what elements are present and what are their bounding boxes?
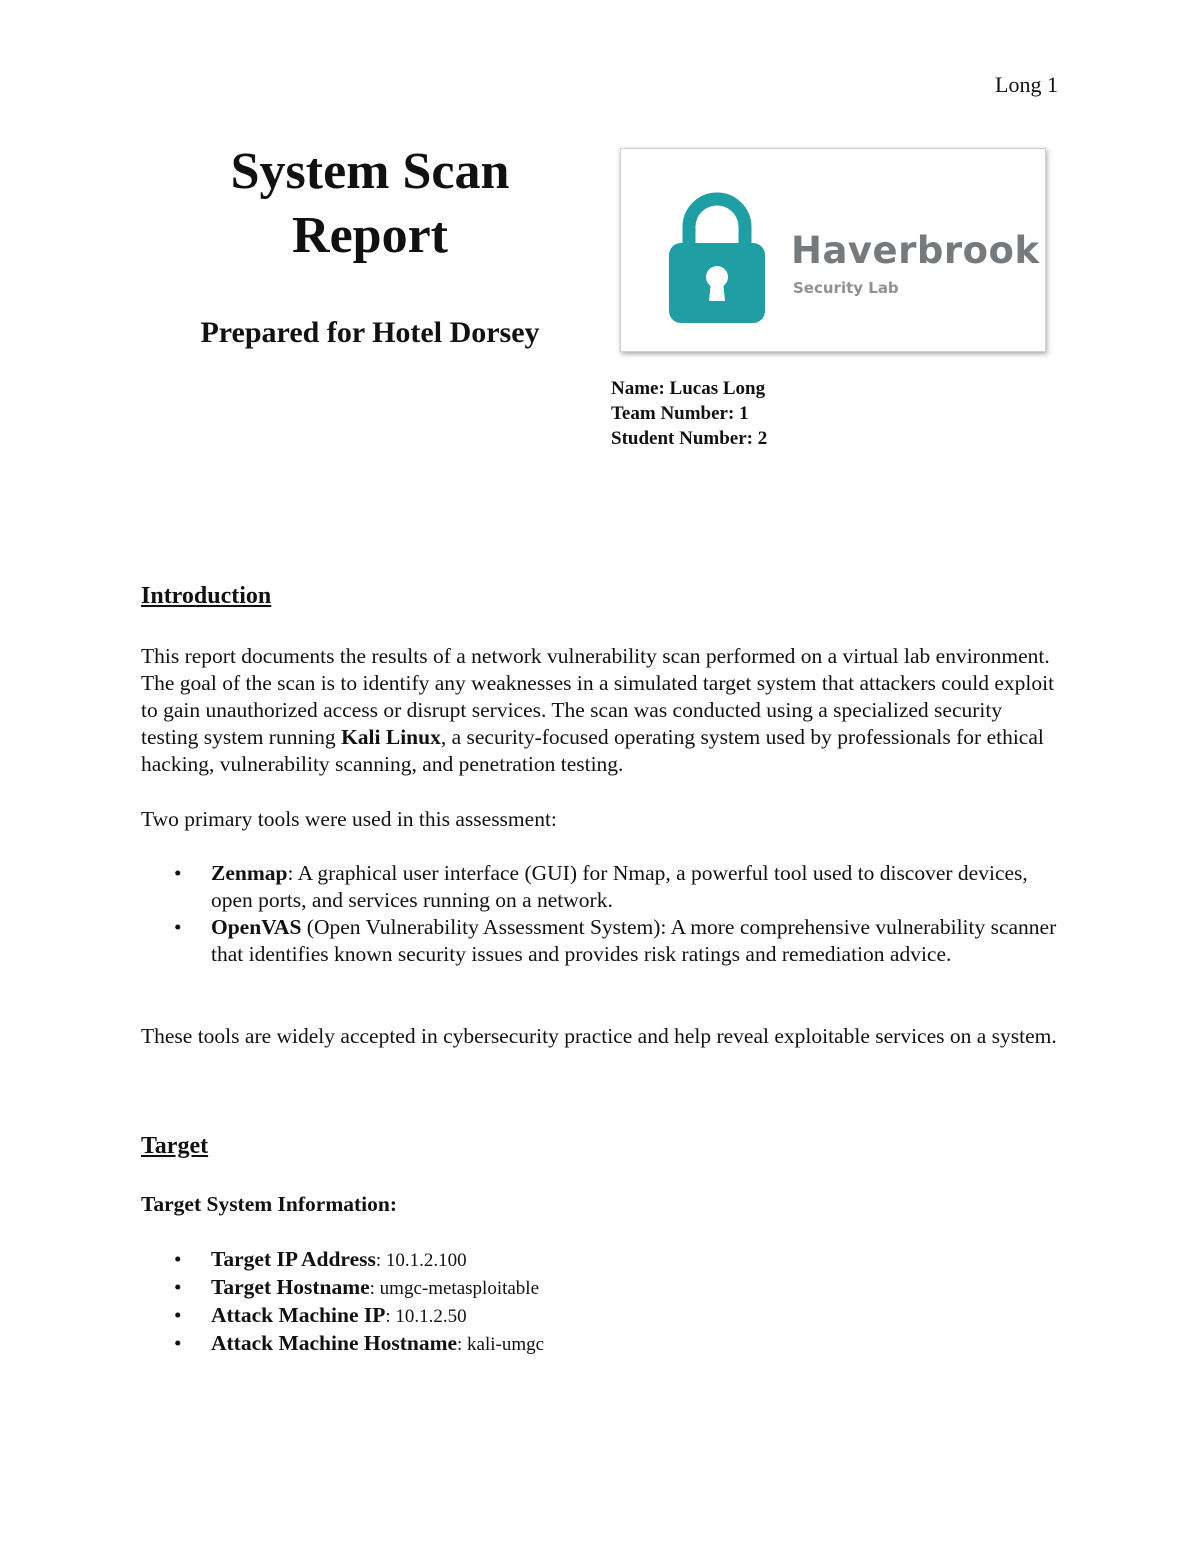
author-info	[611, 376, 767, 451]
list-item	[141, 1246, 1061, 1274]
padlock-icon	[667, 189, 767, 323]
list-item	[141, 1302, 1061, 1330]
tool-description: (Open Vulnerability Assessment System): A more comprehensive vulnerability scanner that identifies known security issues and provides risk ratings and remediation advice.	[211, 915, 1057, 966]
intro-paragraph-text: This report documents the results of a network vulnerability scan performed on a virtual lab environment. The goal of the scan is to identify any weaknesses in a simulated target system that attackers could exploit to gain unauthorized access or disrupt services. The scan was conducted using a specialized security testing system running	[141, 644, 1055, 749]
target-value: : kali-umgc	[457, 1334, 545, 1355]
tool-name: OpenVAS	[211, 915, 302, 939]
title-block	[140, 140, 600, 350]
tool-description: : A graphical user interface (GUI) for Nmap, a powerful tool used to discover devices, open ports, and services running on a network.	[211, 861, 1028, 912]
target-list	[141, 1246, 1061, 1358]
list-item	[141, 914, 1061, 968]
logo-name: Haverbrook	[791, 229, 1040, 272]
target-heading: Target	[141, 1133, 209, 1159]
report-title-line1: System Scan	[230, 143, 510, 200]
target-value: : 10.1.2.100	[375, 1250, 467, 1271]
tools-intro: Two primary tools were used in this assessment:	[141, 807, 557, 831]
target-value: : umgc-metasploitable	[369, 1278, 540, 1299]
introduction-heading: Introduction	[141, 583, 272, 609]
tools-summary: These tools are widely accepted in cybersecurity practice and help reveal exploitable services on a system.	[141, 1024, 1057, 1048]
target-label: Target Hostname	[211, 1275, 370, 1299]
prepared-for: Prepared for Hotel Dorsey	[200, 316, 540, 349]
logo-subtitle: Security Lab	[793, 279, 899, 297]
report-title	[140, 140, 600, 268]
team-number: Team Number: 1	[611, 403, 749, 424]
author-name: Name: Lucas Long	[611, 378, 766, 399]
tools-list	[141, 860, 1061, 968]
list-item	[141, 860, 1061, 914]
target-label: Attack Machine Hostname	[211, 1331, 458, 1355]
tool-name: Zenmap	[211, 861, 288, 885]
report-title-line2: Report	[292, 207, 448, 264]
kali-linux-term: Kali Linux	[341, 725, 441, 749]
intro-paragraph-text-end: , a security-focused operating system used by professionals for ethical hacking, vulnerability scanning, and penetration testing.	[141, 725, 1044, 776]
intro-paragraph	[141, 643, 1061, 778]
student-number: Student Number: 2	[611, 428, 768, 449]
target-label: Target IP Address	[211, 1247, 376, 1271]
haverbrook-logo	[620, 148, 1046, 352]
page-number: Long 1	[995, 72, 1058, 97]
list-item	[141, 1274, 1061, 1302]
target-label: Attack Machine IP	[211, 1303, 386, 1327]
target-subheading: Target System Information:	[141, 1192, 397, 1216]
list-item	[141, 1330, 1061, 1358]
target-value: : 10.1.2.50	[385, 1306, 467, 1327]
